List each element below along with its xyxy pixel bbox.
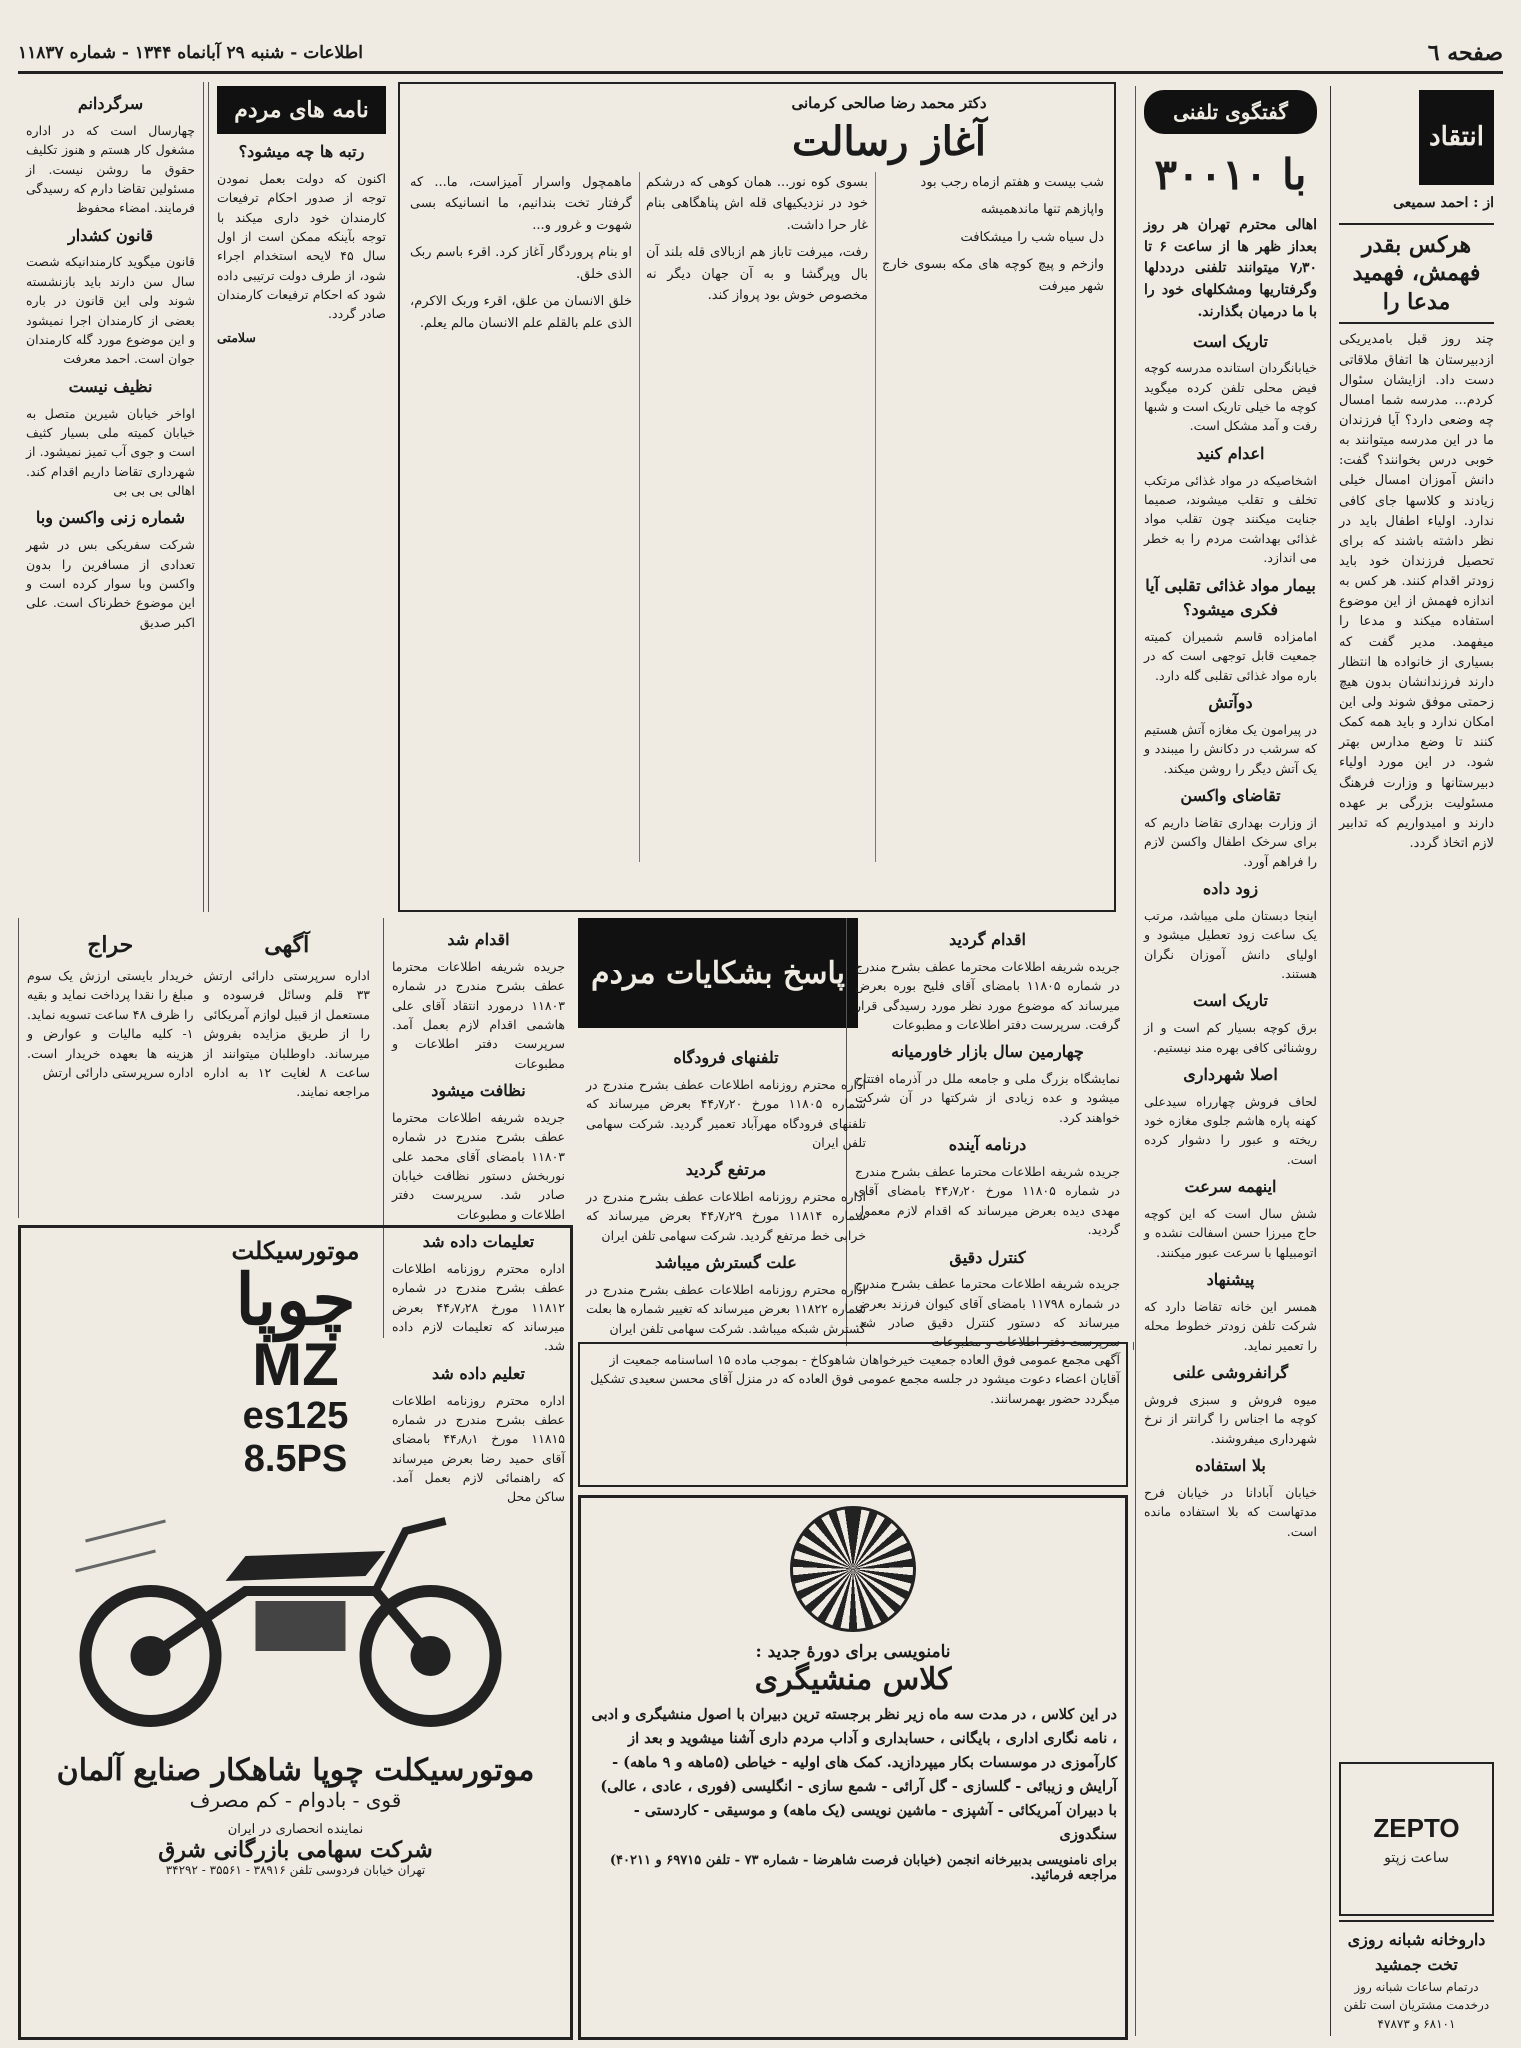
item-text: اشخاصیکه در مواد غذائی مرتکب تخلف و تقلب میشوند، صمیما جنایت میکنند چون تقلب مواد غذائی بهداشت مردم را به خطر می اندازد. (1144, 472, 1317, 566)
item-text: اداره محترم روزنامه اطلاعات عطف بشرح مندرج در شماره ۱۱۸۲۲ بعرض میرساند که تغییر شماره ها بعلت گسترش شبکه میباشد. شرکت سهامی تلفن ایران (586, 1282, 866, 1336)
issue-line: اطلاعات - شنبه ۲۹ آبانماه ۱۳۴۴ - شماره ۱۱۸۳۷ (18, 42, 363, 63)
critique-column (1330, 86, 1502, 2036)
item-title: مرتفع گردید (685, 1160, 767, 1180)
item-text: خیابان آبادانا در خیابان فرح مدتهاست که بلا استفاده مانده است. (1144, 1484, 1317, 1539)
item-text: شرکت سفریکی بس در شهر تعدادی از مسافرین را بدون واکسن وبا سوار کرده است و این موضوع خطرناک است. علی اکبر صدیق (26, 537, 195, 630)
letter-title: تعلیمات داده شد (422, 1232, 535, 1252)
letter-title: اقدام شد (447, 930, 510, 949)
item-title: اصلا شهرداری (1183, 1064, 1278, 1084)
moto-agent: نماینده انحصاری در ایران (227, 1822, 364, 1837)
letter-title: درنامه آینده (948, 1135, 1027, 1155)
letters-sign: سلامتی (217, 329, 256, 345)
moto-brand: چوپا (235, 1258, 356, 1341)
item-title: قانون کشدار (67, 225, 154, 245)
zepto-ad (1339, 1762, 1494, 1916)
class-footer: برای نامنویسی بدبیرخانه انجمن (خیابان فرصت شاهرضا - شماره ۷۳ - تلفن ۶۹۷۱۵ و ۴۰۲۱۱) مراجعه فرمائید. (609, 1852, 1117, 1883)
moto-address: تهران خیابان فردوسی تلفن ۳۸۹۱۶ - ۳۵۵۶۱ - ۳۴۲۹۲ (165, 1863, 426, 1877)
critique-logo: انتقاد (1419, 90, 1494, 185)
moto-company: شرکت سهامی بازرگانی شرق (158, 1837, 433, 1863)
phone-badge: گفتگوی تلفنی (1144, 90, 1317, 134)
item-text: اواخر خیابان شیرین متصل به خیابان کمیته ملی بسیار کثیف است و جوی آب تمیز نمیشود. از شهرداری تقاضا داریم اقدام کند. اهالی بی بی بی (26, 405, 195, 499)
meeting-notice (578, 1342, 1128, 1487)
zepto-text: ساعت زپتو (1384, 1850, 1449, 1867)
item-text: اداره محترم روزنامه اطلاعات عطف بشرح مندرج در شماره ۱۱۸۰۵ مورخ ۴۴٫۷٫۲۰ بعرض میرساند که تلفنهای فرودگاه مهرآباد تعمیر گردید. شرکت سهامی تلفن ایران (586, 1076, 866, 1150)
auction-title: حراج (87, 932, 134, 958)
motorcycle-illustration (29, 1481, 562, 1741)
letters-sub: رتبه ها چه میشود؟ (238, 142, 365, 161)
tender-column (18, 918, 378, 1218)
risalat-box (398, 82, 1116, 912)
moto-slogan2: قوی - بادوام - کم مصرف (189, 1788, 402, 1812)
verse-line: رفت، میرفت تاباز هم ازبالای قله بلند آن بال وپرگشا و به آن جهان دیگر نه مخصوص خوش بود پرواز کند. (646, 245, 868, 304)
item-text: خیابانگردان استانده مدرسه کوچه فیض محلی تلفن کرده میگوید کوچه ما خیلی تاریک است و شبها رفت و آمد مشکل است. (1144, 360, 1317, 434)
risalat-author: دکتر محمد رضا صالحی کرمانی (791, 94, 987, 112)
item-text: اداره محترم روزنامه اطلاعات عطف بشرح مندرج در شماره ۱۱۸۱۴ مورخ ۴۴٫۷٫۲۹ بعرض میرساند که خرابی خط مرتفع گردید. شرکت سهامی تلفن ایران (586, 1189, 866, 1243)
item-title: شماره زنی واکسن وبا (35, 508, 186, 528)
tender-text: اداره سرپرستی دارائی ارتش ۳۳ قلم وسائل فرسوده و مستعمل از قبیل لوازم آمریکائی را از طریق مزایده بفروش میرساند. داوطلبان میتوانند از ساعت ۸ لغایت ۱۲ به اداره مراجعه نمایند. (203, 968, 370, 1100)
item-title: زود داده (1202, 879, 1259, 899)
item-text: در پیرامون یک مغازه آتش هستیم که سرشب در دکانش را میبندد و یک آتش دیگر را روشن میکند. (1144, 722, 1317, 776)
letter-text: اداره محترم روزنامه اطلاعات عطف بشرح مندرج در شماره ۱۱۸۱۲ مورخ ۴۴٫۷٫۲۸ بعرض میرساند که تعلیمات لازم داده شد. (392, 1260, 565, 1354)
item-title: اینهمه سرعت (1184, 1177, 1277, 1197)
letter-title: چهارمین سال بازار خاورمیانه (891, 1042, 1084, 1062)
item-text: امامزاده قاسم شمیران کمیته جمعیت قابل توجهی است که در باره مواد غذائی تقلبی گله دارد. (1144, 629, 1317, 683)
item-text: از وزارت بهداری تقاضا داریم که برای سرخک اطفال واکسن لازم را فراهم آورد. (1144, 814, 1317, 869)
item-title: سرگردانم (77, 94, 144, 113)
item-text: شش سال است که این کوچه حاج میرزا حسن اسفالت نشده و اتومبیلها با سرعت عبور میکنند. (1144, 1206, 1317, 1260)
item-title: تلفنهای فرودگاه (673, 1048, 779, 1067)
letters-text: اکنون که دولت بعمل نمودن توجه از صدور احکام ترفیعات کارمندان خود داری میکند با توجه بآینکه ممکن است از اول سال ۴۵ لایحه استخدام اجراء شود، از طرف دولت ترتیبی داده شود که احکام ترفیعات کارمندان صادر گردد. (217, 170, 387, 322)
item-text: قانون میگوید کارمندانیکه شصت سال سن دارند باید بازنشسته شوند ولی این قانون در باره بعضی از کارمندان اجرا نمیشود و این موضوع مورد گله کارمندان جوان است. احمد معرفت (26, 254, 195, 367)
verse-line: او بنام پروردگار آغاز کرد. اقرء باسم ربک الذی خلق. (410, 245, 632, 282)
letters-col-a (846, 918, 1128, 1350)
item-title: بیمار مواد غذائی تقلبی آیا فکری میشود؟ (1145, 575, 1316, 620)
item-title: پیشنهاد (1206, 1270, 1255, 1290)
tender-title: آگهی (264, 932, 310, 958)
letters-col-d (1133, 1342, 1150, 1350)
page-header (18, 34, 1503, 74)
critique-body: چند روز قبل بامدیریکی ازدبیرستان ها اتفاق ملاقاتی دست داد. ازایشان سئوال کردم... مدرسه شما امسال چه وضعی دارد؟ آیا فرزندان ما در این مدرسه میتوانند به خوبی درس بخوانند؟ گفت: دانش آموزان امسال خیلی زیادند و کلاسها جای کافی ندارد. اولیاء اطفال باید در نظر داشته باشند که برای تحصیل فرزندان خود باید زودتر اقدام کنند. هر کس به اندازه فهمش از این موضوع استفاده میکند و مدعا را میفهمد. مدیر گفت که بسیاری از خانواده ها انتظار دارند فرزندانشان بدون هیچ زحمتی موفق شوند ولی این امکان ندارد و باید همه کمک کنند تا وضع مدارس بهتر شود. در این مورد اولیاء دبیرستانها و وزارت فرهنگ مسئولیت بزرگی بر عهده دارند و امیدواریم که تدابیر لازم اتخاذ گردد. (1339, 332, 1494, 851)
verse-line: بسوی کوه نور... همان کوهی که درشکم خود در نزدیکیهای قله اش پناهگاهی بنام غار حرا داشت. (646, 175, 868, 233)
item-text: لحاف فروش چهارراه سیدعلی کهنه پاره هاشم جلوی مغازه خود ریخته و عبور را دشوار کرده است. (1144, 1093, 1317, 1167)
item-text: همسر این خانه تقاضا دارد که شرکت تلفن زودتر خطوط محله را تعمیر نماید. (1144, 1298, 1317, 1353)
item-title: تاریک است (1193, 991, 1268, 1011)
moto-ad (18, 1225, 573, 2040)
moto-top: موتورسیکلت (231, 1236, 360, 1265)
letter-text: جریده شریفه اطلاعات محترما عطف بشرح مندرج در شماره ۱۱۸۰۵ مورخ ۴۴٫۷٫۲۰ بامضای آقای مهدی دیده بعرض میرساند که اقدام لازم معمول گردید. (855, 1164, 1120, 1238)
pharmacy-text: درتمام ساعات شبانه روز درخدمت مشتریان است تلفن ۶۸۱۰۱ و ۴۷۸۷۳ (1343, 1979, 1490, 2031)
letter-title: نظافت میشود (431, 1081, 526, 1101)
middle-area (578, 918, 1128, 1350)
moto-slogan: موتورسیکلت چوپا شاهکار صنایع آلمان (56, 1753, 535, 1788)
pharmacy-title: داروخانه شبانه روزی تخت جمشید (1347, 1930, 1486, 1974)
phone-items (1144, 330, 1317, 1541)
verse-line: دل سیاه شب را میشکافت (960, 229, 1104, 245)
item-text: برق کوچه بسیار کم است و از روشنائی کافی بهره مند نیستیم. (1144, 1020, 1317, 1055)
item-title: علت گسترش میباشد (655, 1253, 797, 1273)
item-title: اعدام کنید (1196, 443, 1265, 463)
letter-text: جریده شریفه اطلاعات محترما عطف بشرح مندرج در شماره ۱۱۷۹۸ بامضای آقای کیوان فرزند بعرض میرساند که دستور کنترل دقیق صادر شد. سرپرست دفتر اطلاعات و مطبوعات (855, 1276, 1120, 1350)
zepto-brand: ZEPTO (1373, 1813, 1460, 1843)
item-text: اینجا دبستان ملی میباشد، مرتب یک ساعت زود تعطیل میشود و اولیای دانش آموزان نگران هستند. (1144, 907, 1317, 981)
verse-line: واپازهم تنها ماندهمیشه (980, 202, 1104, 218)
right-items (26, 92, 195, 632)
page-number: صفحه ٦ (1427, 39, 1503, 66)
item-text: میوه فروش و سبزی فروش کوچه ما اجناس را گرانتر از نرخ شهرداری میفروشند. (1144, 1391, 1317, 1446)
answer-badge: پاسخ بشکایات مردم (578, 918, 858, 1028)
letter-text: نمایشگاه بزرگ ملی و جامعه ملل در آذرماه افتتاح میشود و عده زیادی از شرکتها در آن شرکت خواهند کرد. (855, 1071, 1120, 1125)
auction-text: خریدار بایستی ارزش یک سوم مبلغ را نقدا پرداخت نماید و بقیه را ظرف ۴۸ ساعت تسویه نماید. ۱- کلیه مالیات و عوارض و هزینه ها بعهده خریدار است. اداره سرپرستی دارائی ارتش (27, 968, 194, 1080)
phone-big-number: با ۳۰۰۱۰ (1154, 150, 1307, 199)
item-title: گرانفروشی علنی (1172, 1363, 1289, 1383)
risalat-title: آغاز رسالت (792, 118, 986, 165)
people-letters (208, 82, 394, 912)
verse-line: شب بیست و هفتم ازماه رجب بود (920, 175, 1104, 190)
letter-text: جریده شریفه اطلاعات محترما عطف بشرح مندرج در شماره ۱۱۸۰۳ درمورد انتقاد آقای علی هاشمی اقدام لازم بعمل آمد. سرپرست دفتر اطلاعات و مطبوعات (392, 958, 565, 1071)
critique-author: از : احمد سمیعی (1393, 195, 1494, 211)
letter-text: جریده شریفه اطلاعات محترما عطف بشرح مندرج در شماره ۱۱۸۰۵ بامضای آقای فلیح بوره بعرض میرساند که موضوع مورد نظر مورد رسیدگی قرار گرفت. سرپرست دفتر اطلاعات و مطبوعات (855, 958, 1120, 1032)
class-pre: نامنویسی برای دورهٔ جدید : (755, 1642, 951, 1662)
pharmacy-ad (1339, 1920, 1494, 2031)
class-title: کلاس منشیگری (754, 1662, 952, 1697)
item-title: بلا استفاده (1195, 1455, 1266, 1475)
meeting-text: آگهی مجمع عمومی فوق العاده جمعیت خیرخواهان شاهوکاخ - بموجب ماده ۱۵ اساسنامه جمعیت از آقایان اعضاء دعوت میشود در جلسه مجمع عمومی فوق العاده که در منزل آقای محسن سعیدی تشکیل میگردد حضور بهمرسانند. (590, 1352, 1120, 1406)
class-ad (578, 1495, 1128, 2040)
letter-text: جریده شریفه اطلاعات محترما عطف بشرح مندرج در شماره ۱۱۸۰۳ بامضای آقای محمد علی نوربخش دستور نظافت خیابان صادر شد. سرپرست دفتر اطلاعات و مطبوعات (392, 1109, 565, 1222)
phone-intro: اهالی محترم تهران هر روز بعداز ظهر ها از ساعت ۶ تا ۷٫۳۰ میتوانند تلفنی درددلها وگرفتاریها ومشکلهای خود را با ما درمیان بگذارند. (1144, 217, 1317, 320)
item-title: نظیف نیست (68, 376, 153, 396)
letter-text: اداره محترم روزنامه اطلاعات عطف بشرح مندرج در شماره ۱۱۸۱۵ مورخ ۴۴٫۸٫۱ بامضای آقای حمید رضا بعرض میرساند که راهنمائی لازم بعمل آمد. ساکن محل (392, 1392, 565, 1505)
item-title: تاریک است (1193, 331, 1268, 351)
risalat-verses (410, 172, 1104, 862)
moto-power: 8.5PS (243, 1438, 348, 1480)
verse-line: خلق الانسان من علق، اقرء وربک الاکرم، الذی علم بالقلم علم الانسان مالم یعلم. (410, 294, 632, 331)
letter-title: تعلیم داده شد (432, 1363, 525, 1383)
right-letters-column (18, 82, 204, 912)
letter-title: کنترل دقیق (949, 1247, 1026, 1267)
moto-model2: es125 (242, 1395, 349, 1437)
class-text: در این کلاس ، در مدت سه ماه زیر نظر برجسته ترین دبیران با اصول منشیگری و ادبی ، نامه نگاری اداری ، بایگانی ، حسابداری و آداب مردم داری آشنا میشوید و بعد از کارآموزی در موسسات بکار میپردازید. کمک های اولیه - خیاطی (۵ماهه و ۹ ماهه) - آرایش و زیبائی - گلسازی - گل آرائی - شمع سازی - انگلیسی (فوری ، عادی ، عالی) با دبیران آمریکائی - آشپزی - ماشین نویسی (یک ماهه) و موسیقی - کاردستی - سنگدوزی (591, 1706, 1117, 1843)
moto-model: MZ (252, 1331, 339, 1398)
phone-column (1135, 86, 1325, 2036)
item-title: دوآتش (1208, 693, 1253, 713)
item-title: تقاضای واکسن (1180, 786, 1281, 806)
letter-title: اقدام گردید (949, 930, 1026, 949)
class-logo (790, 1506, 916, 1632)
letters-col-b (578, 1036, 874, 1346)
verse-line: وازخم و پیچ کوچه های مکه بسوی خارج شهر میرفت (882, 257, 1104, 294)
letters-badge: نامه های مردم (217, 86, 386, 134)
critique-title: هرکس بقدر فهمش، فهمید مدعا را (1352, 231, 1481, 315)
verse-line: ماهمچول واسرار آمیزاست، ما... که گرفتار تخت بندانیم، ما انسانیکه بسی شهوت و غرور و... (410, 175, 632, 233)
item-text: چهارسال است که در اداره مشغول کار هستم و هنوز تکلیف حقوق ما روشن نیست. از مسئولین تقاضا دارم که رسیدگی فرمایند. امضاء محفوظ (26, 122, 195, 216)
